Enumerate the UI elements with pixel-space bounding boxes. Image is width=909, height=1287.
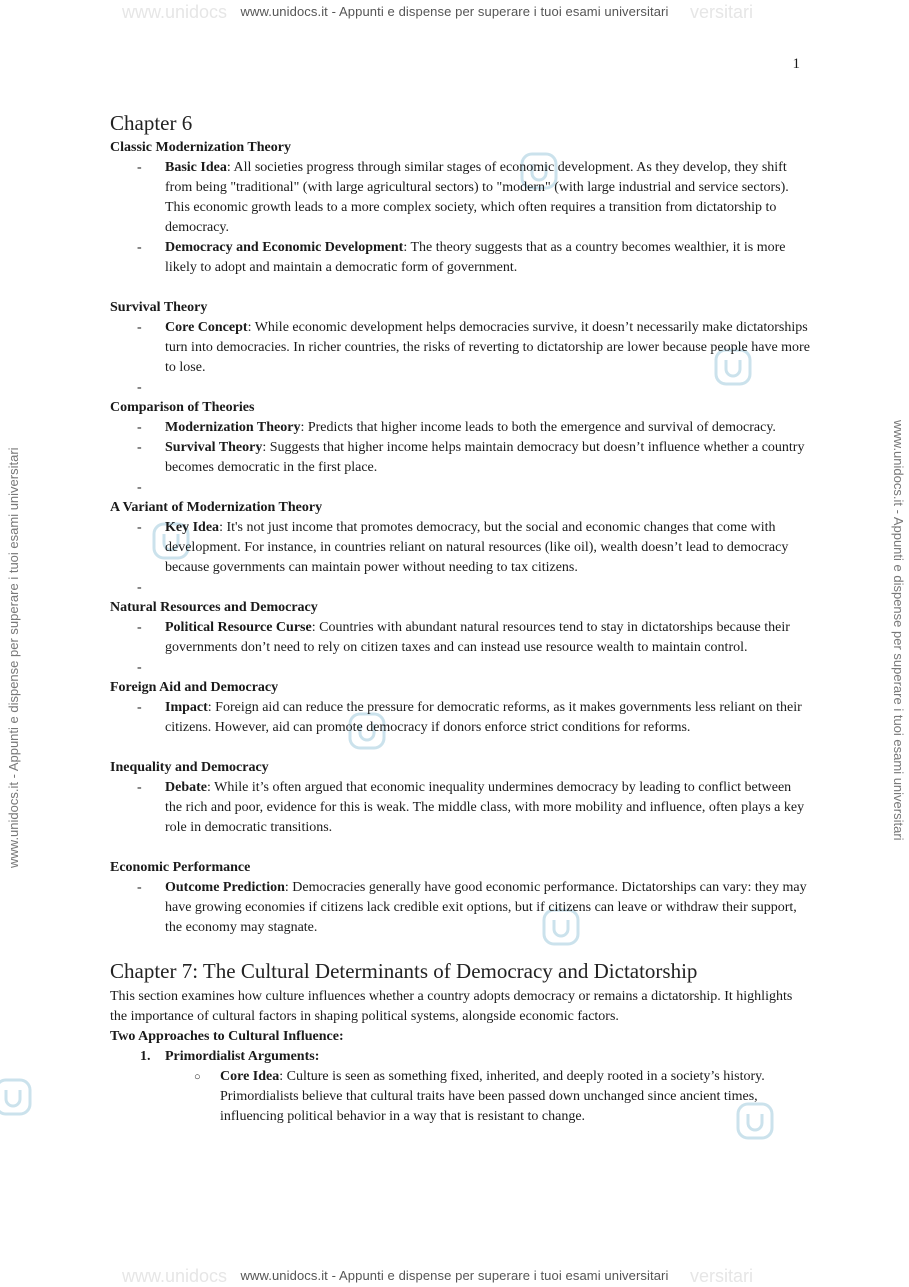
item-text: : Predicts that higher income leads to both the emergence and survival of democracy. — [300, 420, 776, 436]
empty-bullet: - — [137, 580, 142, 596]
watermark-ghost-right: versitari — [690, 2, 754, 22]
watermark-ghost-bottom-right: versitari — [690, 1266, 754, 1286]
watermark-ghost-left: www.unidocs — [122, 2, 228, 22]
bullet-list — [110, 698, 810, 738]
unidocs-logo-icon — [0, 1076, 34, 1118]
item-text: : The theory suggests that as a country becomes wealthier, it is more likely to adopt and maintain a democratic form of government. — [165, 240, 786, 276]
section-heading: Two Approaches to Cultural Influence: — [110, 1028, 344, 1044]
spacer — [110, 838, 810, 858]
list-item — [110, 698, 810, 738]
item-term: Modernization Theory — [165, 420, 301, 436]
sub-bullet-list — [110, 1067, 810, 1127]
list-item — [110, 418, 810, 438]
empty-bullet: - — [137, 480, 142, 496]
list-item — [110, 518, 810, 578]
item-text: : Foreign aid can reduce the pressure for democratic reforms, as it makes governments less reliant on their citizens. However, aid can promote democracy if donors enforce strict conditions for reforms. — [165, 700, 802, 736]
item-text: : Democracies generally have good economic performance. Dictatorships can vary: they may have growing economies if citizens lack credible exit options, but if citizens can leave or withdraw their support, the economy may stagnate. — [165, 880, 807, 936]
item-term: Survival Theory — [165, 440, 263, 456]
page-number: 1 — [792, 56, 800, 72]
watermark-bottom: www.unidocs.it - Appunti e dispense per superare i tuoi esami universitari — [240, 1268, 669, 1283]
spacer — [110, 938, 810, 958]
item-term: Core Concept — [165, 320, 248, 336]
chapter-6-title: Chapter 6 — [110, 111, 193, 135]
section-heading: Inequality and Democracy — [110, 760, 269, 776]
item-term: Core Idea — [220, 1068, 280, 1084]
list-item — [110, 618, 810, 658]
list-item — [110, 778, 810, 838]
watermark-top: www.unidocs.it - Appunti e dispense per superare i tuoi esami universitari — [240, 4, 669, 19]
item-term: Impact — [165, 700, 208, 716]
bullet-list — [110, 518, 810, 578]
numbered-list — [110, 1047, 810, 1067]
item-text: : Countries with abundant natural resources tend to stay in dictatorships because their governments don’t need to rely on citizen taxes and can instead use resource wealth to maintain control. — [165, 620, 790, 656]
item-number: 1. — [140, 1048, 151, 1064]
item-term: Political Resource Curse — [165, 620, 312, 636]
list-item — [110, 878, 810, 938]
list-item — [110, 1067, 810, 1127]
bullet-list — [110, 618, 810, 658]
section-heading: A Variant of Modernization Theory — [110, 500, 323, 516]
bullet-list — [110, 318, 810, 378]
bullet-list — [110, 158, 810, 278]
item-text: : Suggests that higher income helps maintain democracy but doesn’t influence whether a country becomes democratic in the first place. — [165, 440, 805, 476]
watermark-side-right: www.unidocs.it - Appunti e dispense per superare i tuoi esami universitari — [891, 420, 906, 841]
list-item — [110, 158, 810, 238]
item-text: : All societies progress through similar stages of economic development. As they develop, they shift from being "traditional" (with large agricultural sectors) to "modern" (with large industrial and service sectors). This economic growth leads to a more complex society, which often requires a transition from dictatorship to democracy. — [165, 160, 789, 236]
list-item — [110, 438, 810, 478]
section-heading: Foreign Aid and Democracy — [110, 680, 279, 696]
section-heading: Survival Theory — [110, 300, 208, 316]
item-term: Outcome Prediction — [165, 880, 285, 896]
section-heading: Natural Resources and Democracy — [110, 600, 318, 616]
item-text: : While economic development helps democracies survive, it doesn’t necessarily make dictatorships turn into democracies. In richer countries, the risks of reverting to dictatorship are lower because people have more to lose. — [165, 320, 810, 376]
item-text: : Culture is seen as something fixed, inherited, and deeply rooted in a society’s history. Primordialists believe that cultural traits have been passed down unchanged since ancient times, influencing political behavior in a way that is resistant to change. — [220, 1068, 765, 1124]
numbered-item — [110, 1047, 810, 1067]
item-term: Debate — [165, 780, 207, 796]
item-term: Basic Idea — [165, 160, 227, 176]
bullet-list — [110, 418, 810, 478]
watermark-ghost-bottom-left: www.unidocs — [122, 1266, 228, 1286]
item-term: Democracy and Economic Development — [165, 240, 404, 256]
empty-bullet: - — [137, 660, 142, 676]
section-heading: Economic Performance — [110, 860, 251, 876]
section-heading: Classic Modernization Theory — [110, 140, 291, 156]
watermark-side-left: www.unidocs.it - Appunti e dispense per superare i tuoi esami universitari — [6, 447, 21, 868]
bullet-list — [110, 878, 810, 938]
spacer — [110, 278, 810, 298]
bullet-list — [110, 778, 810, 838]
empty-bullet: - — [137, 380, 142, 396]
list-item — [110, 318, 810, 378]
item-text: : While it’s often argued that economic inequality undermines democracy by leading to conflict between the rich and poor, evidence for this is weak. The middle class, with more mobility and influence, often plays a key role in democratic transitions. — [165, 780, 805, 836]
item-title: Primordialist Arguments: — [165, 1048, 320, 1064]
list-item — [110, 238, 810, 278]
section-heading: Comparison of Theories — [110, 400, 255, 416]
item-text: : It's not just income that promotes democracy, but the social and economic changes that come with development. For instance, in countries reliant on natural resources (like oil), wealth doesn’t lead to democracy because governments can maintain power without needing to tax citizens. — [165, 520, 789, 576]
chapter-7-intro: This section examines how culture influences whether a country adopts democracy or remains a dictatorship. It highlights the importance of cultural factors in shaping political systems, alongside economic factors. — [110, 988, 793, 1024]
spacer — [110, 738, 810, 758]
item-term: Key Idea — [165, 520, 220, 536]
chapter-7-title: Chapter 7: The Cultural Determinants of Democracy and Dictatorship — [110, 959, 698, 984]
document-body — [110, 110, 810, 1127]
